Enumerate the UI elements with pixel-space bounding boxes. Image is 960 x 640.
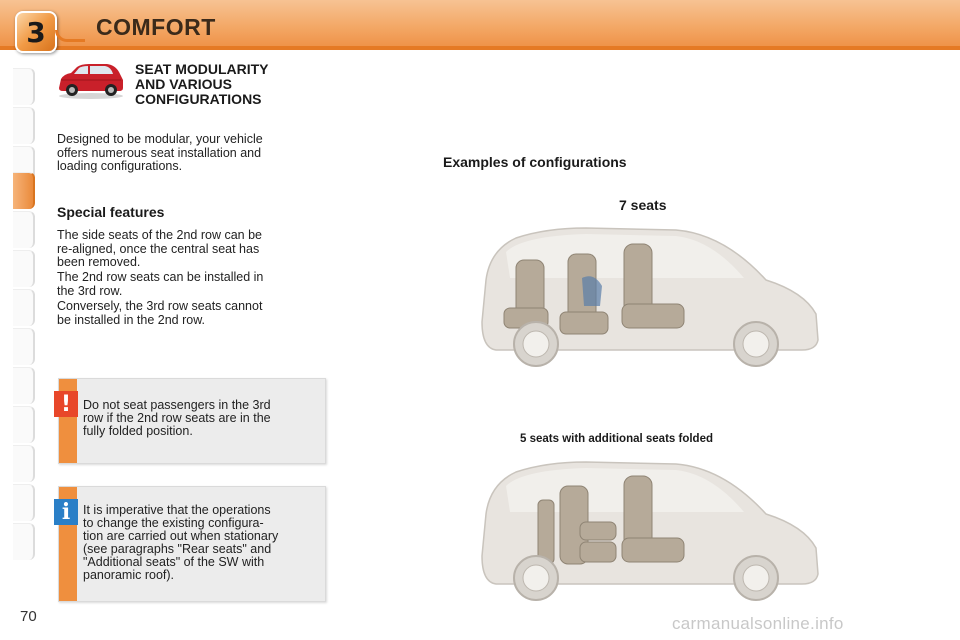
info-note-text: [83, 504, 321, 582]
page-number: 70: [20, 608, 37, 625]
chapter-title: COMFORT: [96, 14, 216, 40]
watermark: carmanualsonline.info: [672, 614, 844, 633]
warning-note-text: [83, 399, 321, 438]
chapter-tab-6[interactable]: [13, 250, 35, 287]
chapter-number-badge: 3: [15, 11, 57, 53]
note-line: (see paragraphs "Rear seats" and: [83, 542, 272, 556]
info-icon: i: [54, 499, 78, 525]
section-title-line: SEAT MODULARITY: [135, 61, 269, 77]
config-5-seats-label: 5 seats with additional seats folded: [520, 433, 713, 445]
special-features-paragraph-2: [57, 271, 327, 298]
config-7-seats-label: 7 seats: [619, 197, 667, 213]
note-line: tion are carried out when stationary: [83, 529, 279, 543]
section-title-line: CONFIGURATIONS: [135, 91, 262, 107]
note-line: It is imperative that the operations: [83, 503, 271, 517]
chapter-tab-11[interactable]: [13, 445, 35, 482]
chapter-tabs: [13, 68, 35, 576]
special-features-paragraph-3: [57, 300, 327, 327]
note-line: fully folded position.: [83, 424, 193, 438]
intro-line: offers numerous seat installation and: [57, 145, 262, 160]
chapter-tab-2[interactable]: [13, 107, 35, 144]
warning-note: [58, 378, 326, 464]
note-line: row if the 2nd row seats are in the: [83, 411, 271, 425]
feature-line: been removed.: [57, 255, 141, 269]
chapter-tab-5[interactable]: [13, 211, 35, 248]
car-icon: [55, 62, 127, 100]
examples-heading: Examples of configurations: [443, 154, 627, 170]
section-title-line: AND VARIOUS: [135, 76, 232, 92]
note-line: panoramic roof).: [83, 568, 175, 582]
header-rule: [0, 46, 960, 50]
chapter-tab-10[interactable]: [13, 406, 35, 443]
feature-line: Conversely, the 3rd row seats cannot: [57, 299, 263, 313]
note-line: "Additional seats" of the SW with: [83, 555, 265, 569]
feature-line: be installed in the 2nd row.: [57, 312, 206, 327]
special-features-heading: Special features: [57, 204, 165, 220]
chapter-tab-7[interactable]: [13, 289, 35, 326]
chapter-tab-4-active[interactable]: [13, 172, 35, 209]
note-line: Do not seat passengers in the 3rd: [83, 398, 271, 412]
feature-line: The side seats of the 2nd row can be: [57, 228, 262, 242]
feature-line: the 3rd row.: [57, 283, 123, 298]
note-line: to change the existing configura-: [83, 516, 264, 530]
seven-seat-car-illustration: [476, 222, 822, 372]
chapter-tab-8[interactable]: [13, 328, 35, 365]
intro-line: Designed to be modular, your vehicle: [57, 132, 263, 146]
chapter-tab-12[interactable]: [13, 484, 35, 521]
five-seat-car-illustration: [476, 456, 822, 606]
intro-line: loading configurations.: [57, 159, 183, 173]
feature-line: The 2nd row seats can be installed in: [57, 270, 264, 284]
info-note: [58, 486, 326, 602]
special-features-paragraph-1: [57, 229, 327, 270]
feature-line: re-aligned, once the central seat has: [57, 241, 260, 256]
intro-paragraph: [57, 133, 327, 174]
chapter-tab-1[interactable]: [13, 68, 35, 105]
chapter-tab-9[interactable]: [13, 367, 35, 404]
section-title: [135, 62, 269, 107]
chapter-tab-13[interactable]: [13, 523, 35, 560]
exclamation-icon: !: [54, 391, 78, 417]
